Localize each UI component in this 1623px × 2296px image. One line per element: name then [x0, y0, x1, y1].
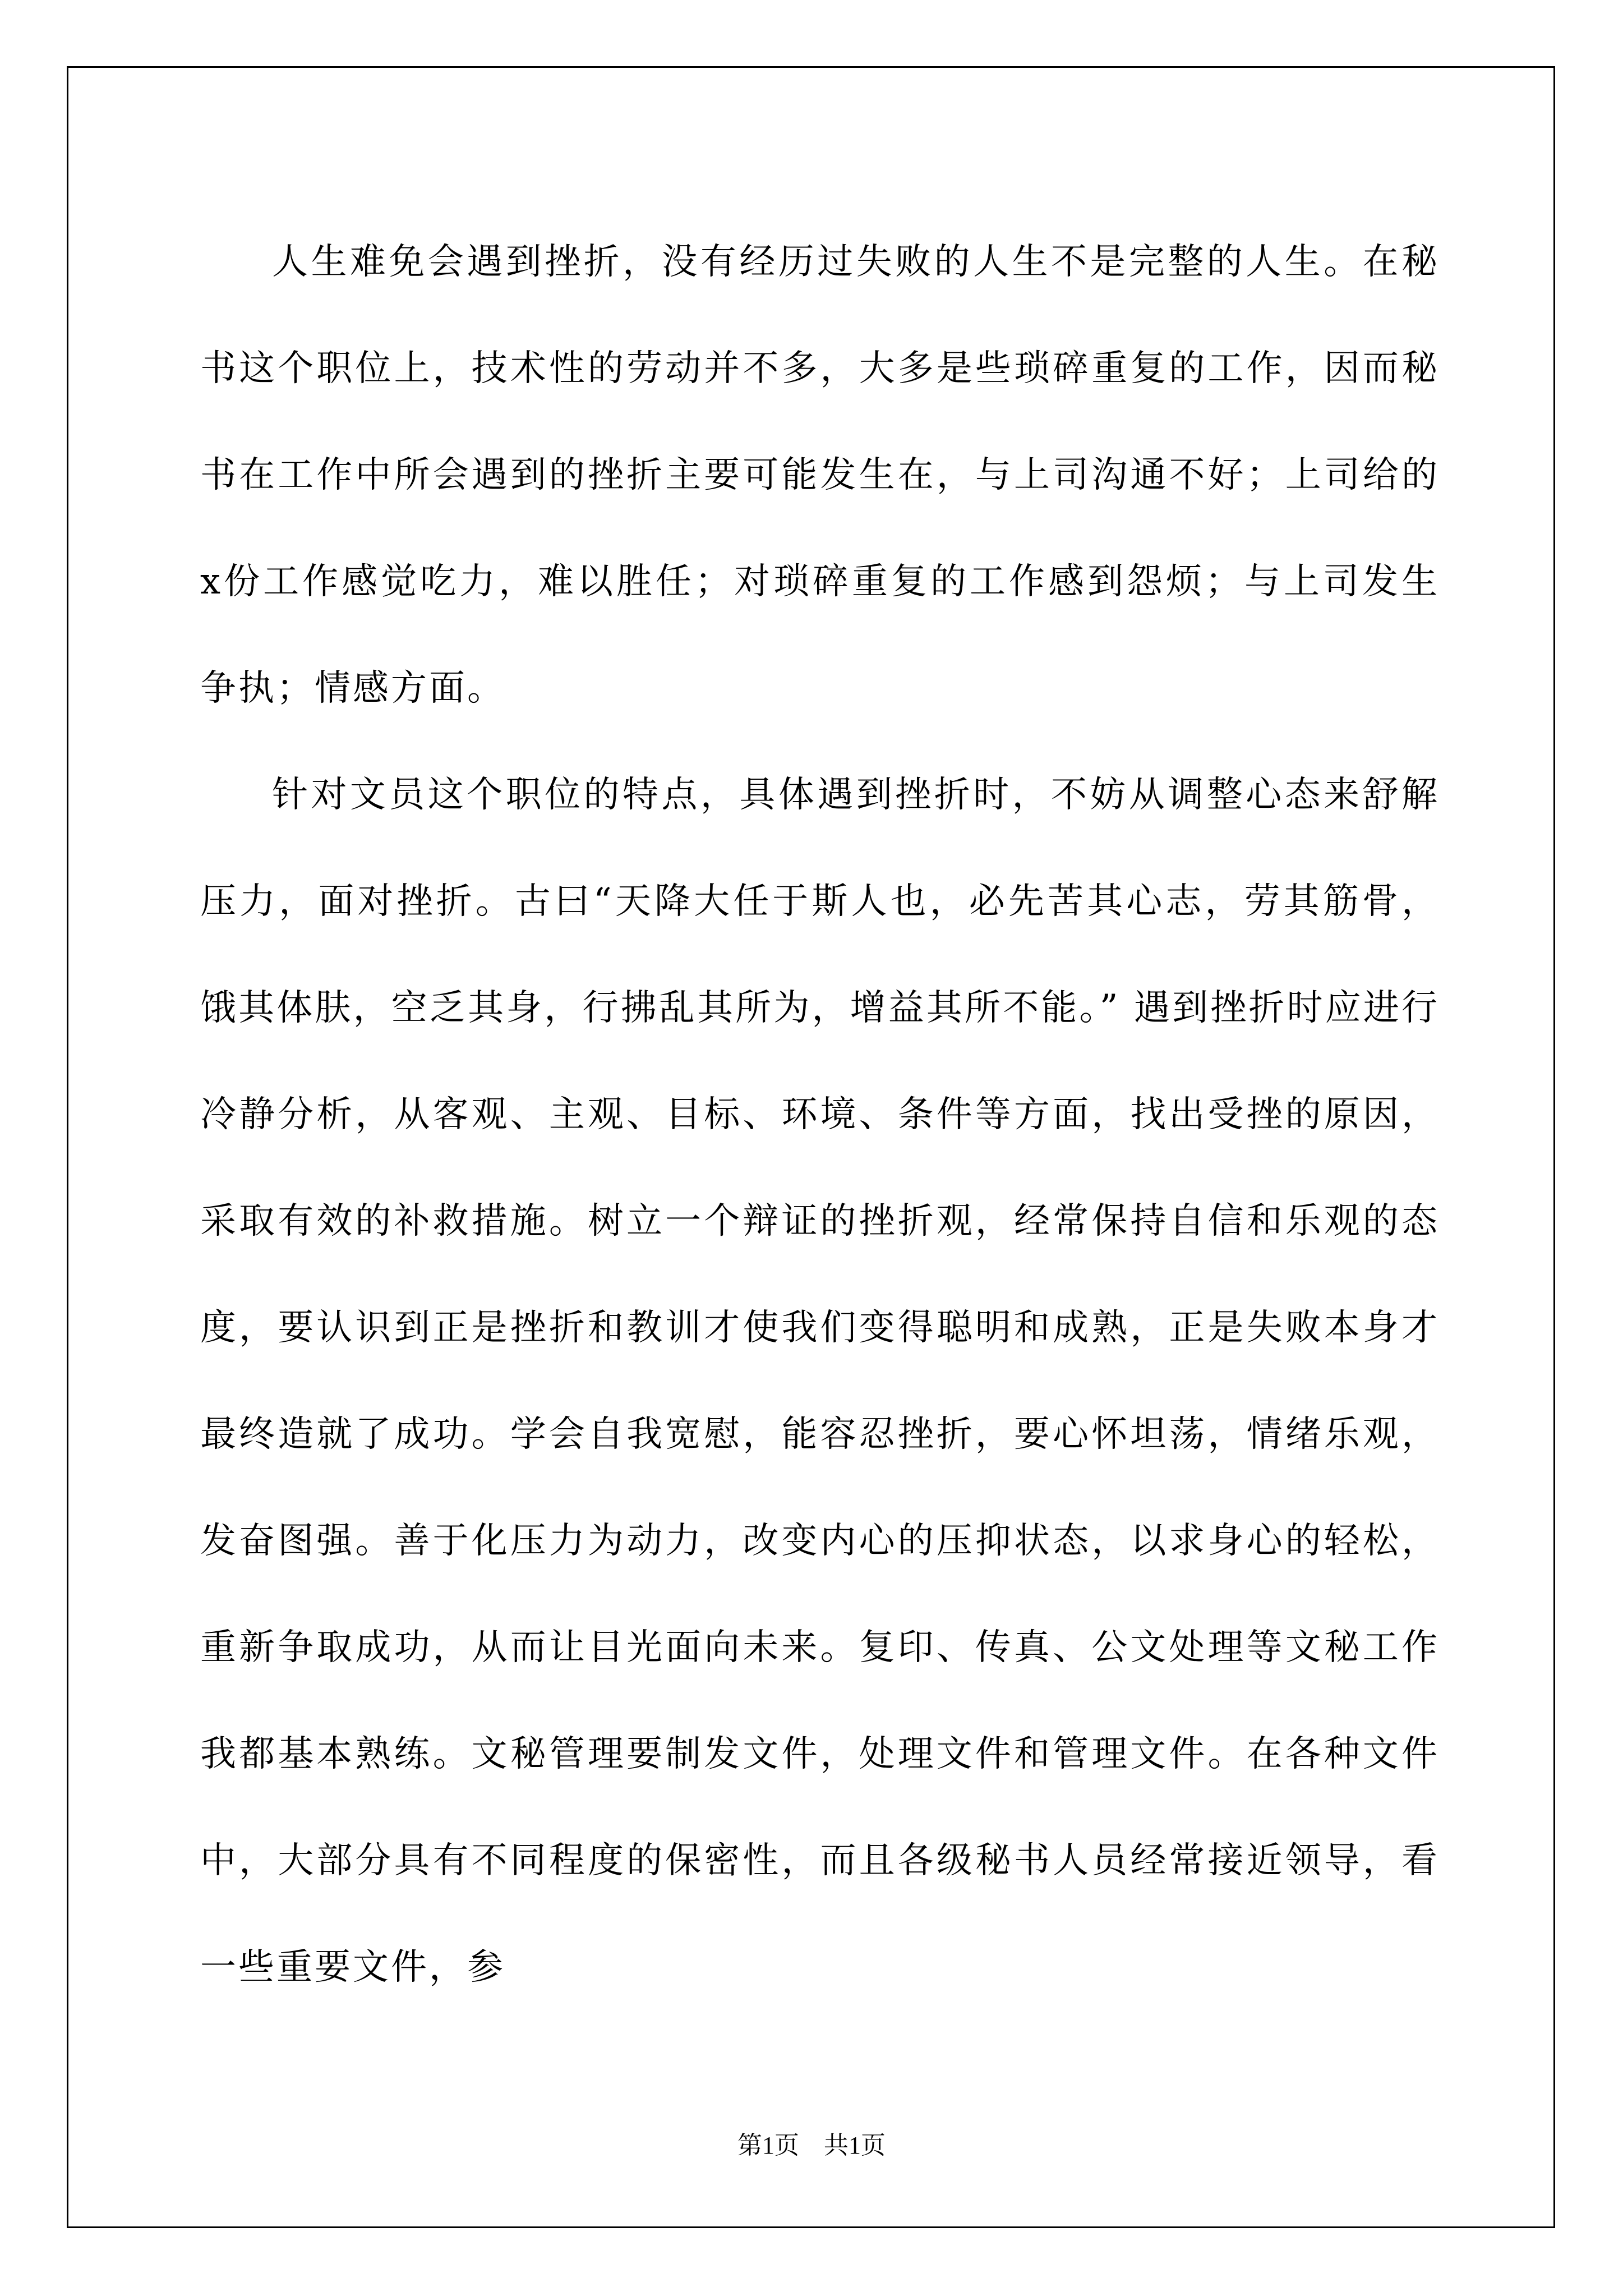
page-number-footer: 第1页 共1页 [737, 2132, 886, 2159]
document-body [200, 209, 1440, 2021]
paragraph-1: 人生难免会遇到挫折，没有经历过失败的人生不是完整的人生。在秘书这个职位上，技术性的劳动并不多，大多是些琐碎重复的工作，因而秘书在工作中所会遇到的挫折主要可能发生在，与上司沟通不好；上司给的x份工作感觉吃力，难以胜任；对琐碎重复的工作感到怨烦；与上司发生争执；情感方面。 [200, 241, 1440, 709]
paragraph-2: 针对文员这个职位的特点，具体遇到挫折时，不妨从调整心态来舒解压力，面对挫折。古曰“天降大任于斯人也，必先苦其心志，劳其筋骨，饿其体肤，空乏其身，行拂乱其所为，增益其所不能。” 遇到挫折时应进行冷静分析，从客观、主观、目标、环境、条件等方面，找出受挫的原因，采取有效的补救措施。树立一个辩证的挫折观，经常保持自信和乐观的态度，要认识到正是挫折和教训才使我们变得聪明和成熟，正是失败本身才最终造就了成功。学会自我宽慰，能容忍挫折，要心怀坦荡，情绪乐观，发奋图强。善于化压力为动力，改变内心的压抑状态，以求身心的轻松，重新争取成功，从而让目光面向未来。复印、传真、公文处理等文秘工作我都基本熟练。文秘管理要制发文件，处理文件和管理文件。在各种文件中，大部分具有不同程度的保密性，而且各级秘书人员经常接近领导，看一些重要文件，参 [200, 774, 1440, 1988]
